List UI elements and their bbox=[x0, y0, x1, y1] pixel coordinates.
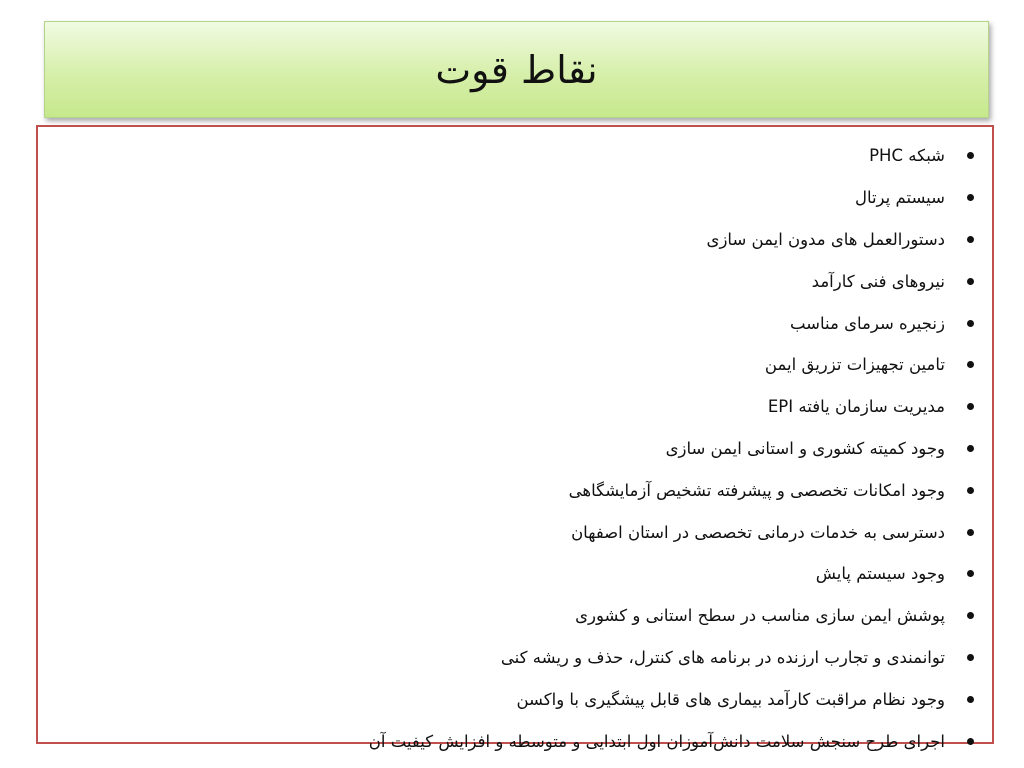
list-item bbox=[369, 428, 974, 470]
list-item-text: توانمندی و تجارب ارزنده در برنامه های کنترل، حذف و ریشه کنی bbox=[500, 647, 945, 667]
content-box bbox=[36, 125, 994, 751]
list-item-text: سیستم پرتال bbox=[854, 188, 945, 208]
bullet-icon bbox=[967, 236, 974, 243]
bullet-icon bbox=[967, 529, 974, 536]
list-item bbox=[369, 511, 974, 553]
list-item bbox=[369, 553, 974, 595]
list-item-text: اجرای طرح سنجش سلامت دانش‌آموزان اول ابتدایی و متوسطه و افزایش کیفیت آن bbox=[368, 731, 945, 751]
slide-title: نقاط قوت bbox=[435, 47, 598, 92]
list-item-text: مدیریت سازمان یافته EPI bbox=[767, 397, 945, 417]
bullet-icon bbox=[967, 152, 974, 159]
title-box bbox=[44, 21, 989, 118]
bullet-icon bbox=[967, 570, 974, 577]
list-item bbox=[369, 637, 974, 679]
list-item bbox=[369, 469, 974, 511]
list-item bbox=[369, 177, 974, 219]
list-item bbox=[369, 720, 974, 762]
bullet-icon bbox=[967, 194, 974, 201]
list-item bbox=[369, 260, 974, 302]
list-item bbox=[369, 219, 974, 261]
bullet-icon bbox=[967, 696, 974, 703]
list-item-text: وجود کمیته کشوری و استانی ایمن سازی bbox=[665, 438, 945, 458]
bullet-list bbox=[369, 135, 974, 762]
list-item-text: شبکه PHC bbox=[869, 146, 945, 166]
list-item-text: تامین تجهیزات تزریق ایمن bbox=[764, 355, 945, 375]
bullet-icon bbox=[967, 738, 974, 745]
list-item bbox=[369, 678, 974, 720]
list-item bbox=[369, 302, 974, 344]
list-item-text: وجود امکانات تخصصی و پیشرفته تشخیص آزمایشگاهی bbox=[568, 480, 945, 500]
bullet-icon bbox=[967, 361, 974, 368]
list-item bbox=[369, 386, 974, 428]
bullet-icon bbox=[967, 487, 974, 494]
list-item-text: وجود سیستم پایش bbox=[815, 564, 945, 584]
list-item bbox=[369, 344, 974, 386]
list-item-text: دستورالعمل های مدون ایمن سازی bbox=[706, 229, 945, 249]
bullet-icon bbox=[967, 612, 974, 619]
list-item-text: نیروهای فنی کارآمد bbox=[811, 271, 945, 291]
bullet-icon bbox=[967, 403, 974, 410]
list-item-text: زنجیره سرمای مناسب bbox=[789, 313, 945, 333]
bullet-icon bbox=[967, 445, 974, 452]
bullet-icon bbox=[967, 278, 974, 285]
list-item-text: پوشش ایمن سازی مناسب در سطح استانی و کشوری bbox=[575, 606, 945, 626]
list-item-text: وجود نظام مراقبت کارآمد بیماری های قابل پیشگیری با واکسن bbox=[516, 689, 945, 709]
list-item-text: دسترسی به خدمات درمانی تخصصی در استان اصفهان bbox=[571, 522, 945, 542]
list-item bbox=[369, 135, 974, 177]
bullet-icon bbox=[967, 320, 974, 327]
list-item bbox=[369, 595, 974, 637]
bullet-icon bbox=[967, 654, 974, 661]
